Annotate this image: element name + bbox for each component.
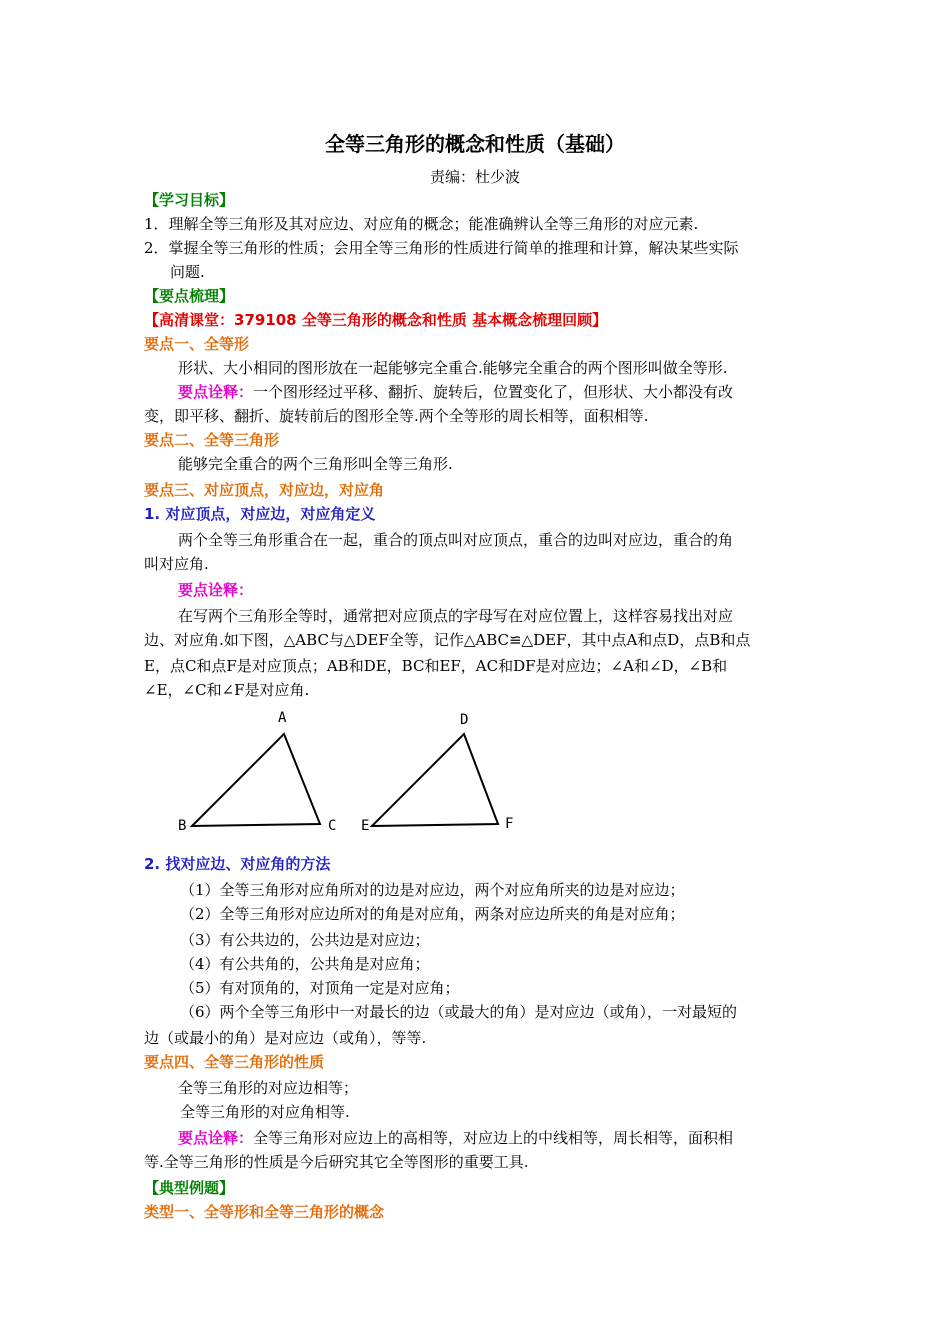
point3-sub2: 2. 找对应边、对应角的方法 [144,855,331,873]
point3-note-c: E，点C和点F是对应顶点；AB和DE，BC和EF，AC和DF是对应边；∠A和∠D，∠B和 [144,657,728,675]
note-label: 要点诠释： [178,383,254,401]
point4-line2: 全等三角形的对应角相等. [180,1103,350,1121]
triangle-abc [192,734,320,826]
key-points-heading: 【要点梳理】 [144,287,235,305]
method-4: （4）有公共角的，公共角是对应角； [180,955,430,973]
video-reference: 【高清课堂：379108 全等三角形的概念和性质 基本概念梳理回顾】 [144,311,608,329]
point1-title: 要点一、全等形 [144,335,250,353]
label-f: F [505,816,514,832]
point4-note [178,1126,733,1150]
point3-note-label: 要点诠释： [178,581,254,599]
point3-def: 两个全等三角形重合在一起，重合的顶点叫对应顶点，重合的边叫对应边，重合的角 [178,531,734,549]
objective-item-1: 1．理解全等三角形及其对应边、对应角的概念；能准确辨认全等三角形的对应元素. [144,215,699,233]
label-e: E [361,818,370,834]
page-title: 全等三角形的概念和性质（基础） [325,132,625,156]
point1-text: 形状、大小相同的图形放在一起能够完全重合.能够完全重合的两个图形叫做全等形. [178,359,728,377]
congruent-triangles-figure [160,700,560,840]
objective-item-2: 2．掌握全等三角形的性质；会用全等三角形的性质进行简单的推理和计算，解决某些实际 [144,239,739,257]
type1-title: 类型一、全等形和全等三角形的概念 [144,1203,385,1221]
point4-note-cont: 等.全等三角形的性质是今后研究其它全等图形的重要工具. [144,1153,529,1171]
method-5: （5）有对顶角的，对顶角一定是对应角； [180,979,460,997]
label-b: B [178,818,187,834]
point2-text: 能够完全重合的两个三角形叫全等三角形. [178,455,453,473]
label-c: C [328,818,337,834]
point3-sub1: 1. 对应顶点，对应边，对应角定义 [144,505,376,523]
method-2: （2）全等三角形对应边所对的角是对应角，两条对应边所夹的角是对应角； [180,905,685,923]
objectives-heading: 【学习目标】 [144,191,235,209]
point1-note-text: 一个图形经过平移、翻折、旋转后，位置变化了，但形状、大小都没有改 [253,383,734,401]
point3-def-cont: 叫对应角. [144,555,209,573]
point2-title: 要点二、全等三角形 [144,431,280,449]
point1-note-cont: 变，即平移、翻折、旋转前后的图形全等.两个全等形的周长相等，面积相等. [144,407,649,425]
note-label: 要点诠释： [178,1129,254,1147]
point3-note-a: 在写两个三角形全等时，通常把对应顶点的字母写在对应位置上，这样容易找出对应 [178,607,734,625]
label-a: A [278,710,287,726]
point4-title: 要点四、全等三角形的性质 [144,1053,325,1071]
examples-heading: 【典型例题】 [144,1179,235,1197]
triangle-def [372,734,498,826]
method-6-cont: 边（或最小的角）是对应边（或角），等等. [144,1029,427,1047]
point3-note-d: ∠E，∠C和∠F是对应角. [144,681,310,699]
method-3: （3）有公共边的，公共边是对应边； [180,931,430,949]
editor-line: 责编：杜少波 [429,168,520,186]
point4-note-text: 全等三角形对应边上的高相等，对应边上的中线相等，周长相等，面积相 [253,1129,734,1147]
method-1: （1）全等三角形对应角所对的边是对应边，两个对应角所夹的边是对应边； [180,881,685,899]
point4-line1: 全等三角形的对应边相等； [178,1079,359,1097]
point3-title: 要点三、对应顶点，对应边，对应角 [144,481,385,499]
point3-note-b: 边、对应角.如下图，△ABC与△DEF全等，记作△ABC≌△DEF，其中点A和点D，点B和点 [144,631,751,649]
objective-item-2-cont: 问题. [170,263,205,281]
label-d: D [460,712,469,728]
point1-note [178,380,733,404]
method-6: （6）两个全等三角形中一对最长的边（或最大的角）是对应边（或角），一对最短的 [180,1003,738,1021]
